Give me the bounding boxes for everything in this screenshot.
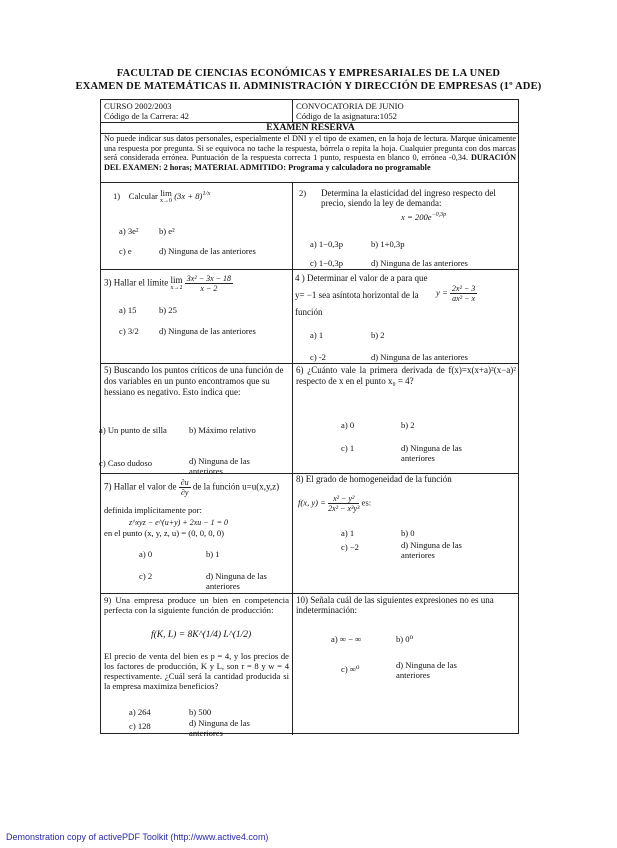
q3-numerator: 3x² − 3x − 18 [186,274,232,283]
q4-fraction [450,284,477,303]
q5-option-c: c) Caso dudoso [99,458,152,468]
q7-question [104,478,279,497]
q8-function [298,494,371,513]
q2-option-a: a) 1−0,3p [310,239,344,249]
q8-option-b: b) 0 [401,528,415,538]
q4-text: 4 ) Determinar el valor de a para que y= −1 sea asíntota horizontal de la función [295,273,428,317]
q8-denominator: 2x² − x³y³ [328,504,360,513]
q6-option-c: c) 1 [341,443,355,453]
q3-fraction [185,274,233,293]
q3-sub: x→2 [170,284,183,291]
q1-lim: lim [160,188,172,198]
instructions [104,134,516,172]
instructions-text: No puede indicar sus datos personales, especialmente el DNI y el tipo de examen, en la hoja de lectura. Marque únicamente una respuesta por pregunta. Si se equivoca no tache la respuesta, bórrela o repita la hoja. Cualquier pregunta con dos marcas será considerada errónea. Puntuación de la respuesta correcta 1 punto, respuesta en blanco 0, errónea -0,34. [104,134,516,163]
q9-option-d: d) Ninguna de las anteriores [189,718,250,738]
q7-equation: z^xyz − e^(u+y) + 2xu − 1 = 0 [129,518,229,527]
q9-option-c: c) 128 [129,721,151,731]
divider [101,182,518,183]
q7-option-c: c) 2 [139,571,153,581]
q4-option-d: d) Ninguna de las anteriores [371,352,468,362]
q3-option-a: a) 15 [119,305,137,315]
q7-text3: definida implícitamente por: [104,505,202,515]
q10-option-c: c) ∞⁰ [341,664,360,674]
q2-option-d: d) Ninguna de las anteriores [371,258,468,268]
q9-text2: El precio de venta del bien es p = 4, y los precios de los factores de producción, K y L, son r = 8 y w = 4 respectivamente. ¿Cuál será la cantidad producida si la empresa maximiza beneficios? [104,651,289,691]
faculty-title: FACULTAD DE CIENCIAS ECONÓMICAS Y EMPRESARIALES DE LA UNED [116,68,501,79]
q7-option-a: a) 0 [139,549,153,559]
q2-option-b: b) 1+0,3p [371,239,405,249]
q1-option-d: d) Ninguna de las anteriores [159,246,256,256]
q6-option-d: d) Ninguna de las anteriores [401,443,462,463]
divider [292,100,293,122]
q2-number: 2) [299,188,307,198]
q2-option-c: c) 1−0,3p [310,258,344,268]
q2-text: Determina la elasticidad del ingreso respecto del precio, siendo la ley de demanda: [321,188,496,208]
q1-number: 1) [113,190,121,201]
q9-formula: f(K, L) = 8K^(1/4) L^(1/2) [151,630,252,640]
carrera-text: Código de la Carrera: 42 [104,111,189,121]
q4-option-b: b) 2 [371,330,385,340]
exam-sheet [99,99,519,738]
q5-text: 5) Buscando los puntos críticos de una función de dos variables en un punto encontramos que su hessiano es negativo. Esto indica que: [104,365,284,397]
q7-derivative [179,478,191,497]
q4-option-c: c) -2 [310,352,326,362]
q8-fx: f(x, y) = [298,497,326,508]
q3-text: 3) Hallar el límite [104,277,169,288]
demo-footer: Demonstration copy of activePDF Toolkit (http://www.active4.com) [6,832,269,842]
q3-denominator: x − 2 [200,284,218,293]
q1-expr: (3x + 8) [174,190,203,201]
q7-option-d: d) Ninguna de las anteriores [206,571,267,591]
q9-text: 9) Una empresa produce un bien en competencia perfecta con la siguiente función de producción: [104,595,289,615]
q10-option-b: b) 0⁰ [396,634,414,644]
q2-formula-base: x = 200e [401,211,432,222]
divider [101,593,518,594]
q1-text: Calcular [128,190,158,201]
q10-text: 10) Señala cuál de las siguientes expresiones no es una indeterminación: [296,595,494,615]
q8-fraction [328,494,359,513]
convocatoria-text: CONVOCATORIA DE JUNIO [296,101,404,111]
q6-option-b: b) 2 [401,420,415,430]
q1-option-c: c) e [119,246,132,256]
q6-text: 6) ¿Cuánto vale la primera derivada de f(x)=x(x+a)²(x−a)² respecto de x en el punto x₀ = 4? [296,365,516,386]
q3-lim: lim [170,274,183,285]
q1-sub: x→0 [160,198,173,204]
instructions-duration: DURACIÓN DEL EXAMEN: 2 horas; MATERIAL ADMITIDO: Programa y calculadora no programable [104,153,516,172]
q8-option-a: a) 1 [341,528,355,538]
q7-derivative-den: ∂y [180,488,189,497]
q9-option-a: a) 264 [129,707,151,717]
q5-option-a: a) Un punto de silla [99,425,167,435]
q7-option-b: b) 1 [206,549,220,559]
divider [292,182,293,735]
q3-question [104,274,233,293]
q4-denominator: ax² − x [452,294,476,303]
q5-option-d: d) Ninguna de las anteriores [189,456,250,476]
asignatura-text: Código de la asignatura:1052 [296,111,397,121]
q1-option-b: b) e² [159,226,175,236]
q5-option-b: b) Máximo relativo [189,425,256,435]
q2-formula-exp: −0,3p [431,212,447,218]
q1-exp: 1/x [202,190,211,198]
q2-formula [401,210,446,222]
q1-option-a: a) 3e² [119,226,139,236]
q3-option-c: c) 3/2 [119,326,139,336]
curso-text: CURSO 2002/2003 [104,101,172,111]
q10-option-d: d) Ninguna de las anteriores [396,660,457,680]
q9-option-b: b) 500 [189,707,212,717]
q4-option-a: a) 1 [310,330,324,340]
q10-option-a: a) ∞ − ∞ [331,634,362,644]
q8-text: 8) El grado de homogeneidad de la función [296,474,452,484]
q8-option-c: c) −2 [341,542,359,552]
exam-title: EXAMEN DE MATEMÁTICAS II. ADMINISTRACIÓN Y DIRECCIÓN DE EMPRESAS (1º ADE) [75,81,542,92]
q4-function [436,284,477,303]
q6-option-a: a) 0 [341,420,355,430]
q3-option-b: b) 25 [159,305,177,315]
q3-option-d: d) Ninguna de las anteriores [159,326,256,336]
q1-question [113,189,210,205]
exam-reserve-title: EXAMEN RESERVA [266,123,355,133]
q8-tail: es: [361,497,372,508]
q8-numerator: x² − y² [328,494,359,504]
q7-derivative-num: ∂u [180,478,189,487]
q4-fx: y = [436,287,448,298]
q7-point: en el punto (x, y, z, u) = (0, 0, 0, 0) [104,528,225,538]
divider [101,363,518,364]
q7-text2: de la función u=u(x,y,z) [192,481,280,492]
q8-option-d: d) Ninguna de las anteriores [401,540,462,560]
q4-numerator: 2x² − 3 [451,284,476,293]
q7-text1: 7) Hallar el valor de [104,481,177,492]
